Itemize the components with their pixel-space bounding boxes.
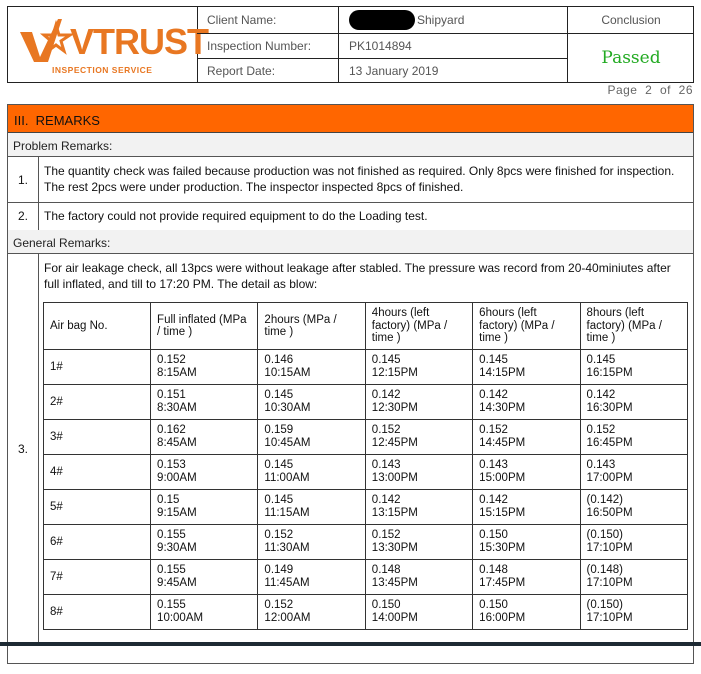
pressure-cell (473, 385, 580, 420)
air-bag-number: 5# (44, 490, 151, 525)
pressure-cell (151, 420, 258, 455)
client-name-text: Shipyard (417, 13, 465, 27)
pressure-cell (258, 385, 365, 420)
pressure-value: 0.145 (586, 354, 616, 366)
pressure-value: 0.148 (479, 564, 508, 576)
column-header: Air bag No. (44, 303, 151, 350)
time-value: 11:45AM (264, 577, 310, 589)
time-value: 9:30AM (157, 542, 197, 554)
time-value: 8:15AM (157, 367, 197, 379)
time-value: 8:30AM (157, 402, 197, 414)
pressure-cell (580, 560, 687, 595)
remark-number: 1. (8, 157, 39, 202)
time-value: 12:15PM (371, 367, 418, 379)
remark-text: The quantity check was failed because production was not finished as required. Only 8pcs were finished for inspection. The rest 2pcs were under production. The inspector inspected 8pcs of finished. (44, 164, 675, 194)
time-value: 13:30PM (371, 542, 418, 554)
table-row (44, 350, 688, 385)
pressure-value: 0.150 (371, 599, 401, 611)
pressure-value: 0.152 (264, 599, 294, 611)
time-value: 14:00PM (371, 612, 418, 624)
time-value: 17:00PM (586, 472, 633, 484)
general-remarks-label: General Remarks: (8, 230, 693, 254)
client-name-value (339, 7, 568, 34)
conclusion-label: Conclusion (568, 7, 694, 34)
column-header: 6hours (left factory) (MPa / time ) (473, 303, 580, 350)
pressure-cell (365, 560, 472, 595)
pressure-cell (580, 490, 687, 525)
table-row (44, 525, 688, 560)
pressure-cell (580, 385, 687, 420)
time-value: 16:15PM (586, 367, 633, 379)
vtrust-logo (8, 7, 208, 82)
pressure-cell (258, 350, 365, 385)
pressure-cell (365, 595, 472, 630)
pressure-cell (258, 595, 365, 630)
time-value: 11:00AM (264, 472, 310, 484)
time-value: 13:15PM (371, 507, 418, 519)
time-value: 10:45AM (264, 437, 311, 449)
page-number: Page 2 of 26 (607, 83, 693, 97)
air-leakage-table (43, 302, 688, 630)
pressure-value: 0.155 (157, 529, 186, 541)
pressure-value: 0.142 (586, 389, 616, 401)
pressure-value: 0.148 (371, 564, 401, 576)
pressure-value: 0.162 (157, 424, 186, 436)
time-value: 14:15PM (479, 367, 526, 379)
pressure-value: 0.143 (371, 459, 401, 471)
pressure-value: 0.145 (371, 354, 401, 366)
remark-row (8, 157, 693, 203)
pressure-cell (580, 595, 687, 630)
time-value: 15:00PM (479, 472, 526, 484)
time-value: 11:15AM (264, 507, 310, 519)
time-value: 15:15PM (479, 507, 526, 519)
column-header: 4hours (left factory) (MPa / time ) (365, 303, 472, 350)
air-bag-number: 8# (44, 595, 151, 630)
pressure-cell (473, 455, 580, 490)
section-title: III. REMARKS (8, 105, 693, 133)
pressure-value: 0.152 (586, 424, 616, 436)
inspection-number-label: Inspection Number: (197, 34, 339, 59)
pressure-cell (258, 420, 365, 455)
pressure-value: 0.145 (264, 459, 294, 471)
pressure-value: 0.152 (157, 354, 186, 366)
pressure-value: 0.146 (264, 354, 294, 366)
pressure-value: 0.143 (479, 459, 508, 471)
inspection-number-value: PK1014894 (339, 34, 568, 59)
time-value: 12:30PM (371, 402, 418, 414)
pressure-cell (365, 420, 472, 455)
pressure-value: 0.142 (479, 494, 508, 506)
pressure-cell (580, 350, 687, 385)
time-value: 8:45AM (157, 437, 197, 449)
pressure-value: 0.152 (371, 424, 401, 436)
pressure-value: 0.152 (479, 424, 508, 436)
time-value: 14:30PM (479, 402, 526, 414)
redaction (349, 10, 415, 30)
pressure-value: 0.145 (479, 354, 508, 366)
pressure-value: 0.149 (264, 564, 294, 576)
table-row (44, 455, 688, 490)
pressure-cell (151, 350, 258, 385)
pressure-cell (365, 385, 472, 420)
logo-subtitle: INSPECTION SERVICE (52, 65, 153, 75)
time-value: 13:00PM (371, 472, 418, 484)
pressure-value: 0.142 (371, 389, 401, 401)
table-row (44, 595, 688, 630)
remark-number: 2. (8, 202, 39, 230)
pressure-cell (151, 490, 258, 525)
pressure-value: 0.155 (157, 599, 186, 611)
pressure-value: 0.145 (264, 494, 294, 506)
table-row (44, 560, 688, 595)
pressure-cell (151, 455, 258, 490)
time-value: 16:45PM (586, 437, 633, 449)
time-value: 15:30PM (479, 542, 526, 554)
report-header (7, 6, 694, 83)
star-icon (18, 17, 78, 67)
air-bag-number: 1# (44, 350, 151, 385)
time-value: 10:30AM (264, 402, 311, 414)
pressure-value: 0.152 (371, 529, 401, 541)
conclusion-value: Passed (601, 48, 661, 68)
pressure-value: 0.153 (157, 459, 186, 471)
pressure-cell (258, 490, 365, 525)
pressure-value: 0.150 (479, 529, 508, 541)
pressure-cell (473, 560, 580, 595)
time-value: 17:10PM (586, 612, 633, 624)
remark-text: For air leakage check, all 13pcs were without leakage after stabled. The pressure was record from 20-40miniutes after full inflated, and till to 17:20 PM. The detail as blow: (44, 261, 671, 291)
report-date-label: Report Date: (197, 59, 339, 82)
table-header-row (44, 303, 688, 350)
problem-remarks-label: Problem Remarks: (8, 133, 693, 157)
remark-number: 3. (8, 254, 39, 644)
table-row (44, 385, 688, 420)
time-value: 13:45PM (371, 577, 418, 589)
column-header: 2hours (MPa / time ) (258, 303, 365, 350)
logo-text: VTRUST (70, 21, 208, 62)
time-value: 9:15AM (157, 507, 197, 519)
pressure-value: 0.145 (264, 389, 294, 401)
pressure-value: (0.142) (586, 494, 623, 506)
time-value: 17:45PM (479, 577, 526, 589)
pressure-value: 0.142 (371, 494, 401, 506)
bottom-edge (0, 642, 701, 646)
time-value: 16:30PM (586, 402, 633, 414)
pressure-cell (365, 455, 472, 490)
pressure-value: 0.155 (157, 564, 186, 576)
pressure-cell (258, 560, 365, 595)
pressure-cell (473, 595, 580, 630)
report-date-value: 13 January 2019 (339, 59, 568, 82)
table-row (44, 490, 688, 525)
pressure-cell (258, 525, 365, 560)
pressure-value: 0.142 (479, 389, 508, 401)
pressure-cell (580, 420, 687, 455)
pressure-value: 0.159 (264, 424, 294, 436)
air-bag-number: 4# (44, 455, 151, 490)
client-name-label: Client Name: (197, 7, 339, 34)
column-header: Full inflated (MPa / time ) (151, 303, 258, 350)
pressure-value: (0.150) (586, 599, 623, 611)
pressure-cell (473, 420, 580, 455)
time-value: 11:30AM (264, 542, 310, 554)
pressure-cell (365, 490, 472, 525)
pressure-value: 0.15 (157, 494, 180, 506)
air-bag-number: 2# (44, 385, 151, 420)
pressure-cell (151, 525, 258, 560)
pressure-cell (151, 560, 258, 595)
time-value: 17:10PM (586, 577, 633, 589)
time-value: 12:00AM (264, 612, 311, 624)
time-value: 17:10PM (586, 542, 633, 554)
pressure-value: 0.151 (157, 389, 186, 401)
pressure-cell (365, 525, 472, 560)
time-value: 9:45AM (157, 577, 197, 589)
pressure-value: (0.148) (586, 564, 623, 576)
time-value: 12:45PM (371, 437, 418, 449)
pressure-cell (151, 385, 258, 420)
air-bag-number: 7# (44, 560, 151, 595)
pressure-cell (580, 455, 687, 490)
time-value: 10:00AM (157, 612, 204, 624)
pressure-value: (0.150) (586, 529, 623, 541)
pressure-cell (473, 525, 580, 560)
pressure-cell (580, 525, 687, 560)
remark-text: The factory could not provide required equipment to do the Loading test. (44, 209, 428, 223)
remark-row (8, 202, 693, 231)
time-value: 14:45PM (479, 437, 526, 449)
pressure-cell (151, 595, 258, 630)
table-row (44, 420, 688, 455)
pressure-cell (365, 350, 472, 385)
pressure-value: 0.152 (264, 529, 294, 541)
air-bag-number: 3# (44, 420, 151, 455)
column-header: 8hours (left factory) (MPa / time ) (580, 303, 687, 350)
air-bag-number: 6# (44, 525, 151, 560)
pressure-value: 0.150 (479, 599, 508, 611)
time-value: 10:15AM (264, 367, 311, 379)
time-value: 9:00AM (157, 472, 197, 484)
pressure-cell (473, 350, 580, 385)
pressure-cell (258, 455, 365, 490)
time-value: 16:00PM (479, 612, 526, 624)
pressure-value: 0.143 (586, 459, 616, 471)
pressure-cell (473, 490, 580, 525)
time-value: 16:50PM (586, 507, 633, 519)
